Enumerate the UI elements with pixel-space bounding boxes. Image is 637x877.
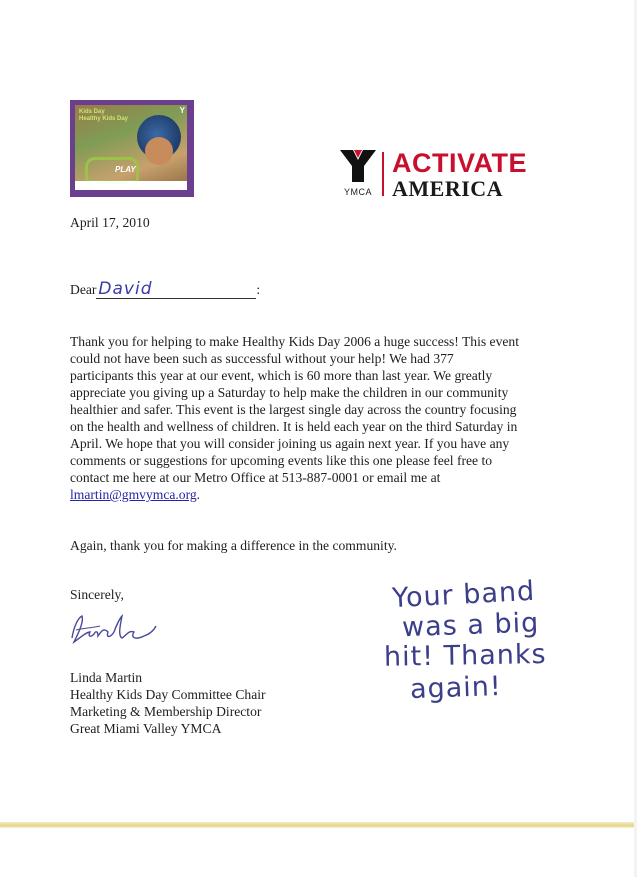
body-line: Thank you for helping to make Healthy Kids Day 2006 a huge success! This event [70, 334, 519, 349]
photo-bottom-band [75, 181, 187, 190]
closing: Sincerely, [70, 587, 124, 602]
signature-block [70, 669, 266, 737]
salutation-suffix: : [256, 282, 261, 297]
handwritten-line: hit! Thanks [383, 638, 547, 673]
body-line: April. We hope that you will consider joining us again next year. If you have any [70, 436, 510, 451]
body-line: appreciate you giving up a Saturday to help make the children in our community [70, 385, 509, 400]
healthy-kids-day-photo [70, 100, 194, 197]
body-line: contact me here at our Metro Office at 513-887-0001 or email me at [70, 470, 441, 485]
signer-title: Marketing & Membership Director [70, 704, 262, 719]
body-paragraph [70, 333, 568, 503]
signer-title: Healthy Kids Day Committee Chair [70, 687, 266, 702]
email-line [70, 486, 568, 503]
letter-date: April 17, 2010 [70, 215, 150, 230]
salutation-name: David [96, 280, 256, 299]
ymca-y-icon [340, 150, 376, 182]
signer-org: Great Miami Valley YMCA [70, 721, 222, 736]
ymca-mini-logo: Y [179, 106, 185, 115]
play-badge: PLAY [115, 165, 136, 174]
email-suffix: . [196, 487, 201, 502]
logo-divider [382, 152, 384, 196]
paper-bottom-edge [0, 822, 637, 828]
handwritten-line: was a big [401, 607, 540, 644]
activate-america-logo [338, 150, 528, 200]
handwritten-note [380, 575, 590, 706]
body-line: healthier and safer. This event is the largest single day across the country focusing [70, 402, 517, 417]
body-line: could not have been such as successful without your help! We had 377 [70, 351, 454, 366]
photo-title: Kids Day Healthy Kids Day [79, 109, 129, 122]
body-line: on the health and wellness of children. It is held each year on the third Saturday in [70, 419, 518, 434]
activate-wordmark: ACTIVATE [392, 148, 527, 178]
ymca-wordmark: YMCA [343, 187, 372, 197]
body-line: participants this year at our event, which is 60 more than last year. We greatly [70, 368, 493, 383]
salutation-prefix: Dear [70, 282, 97, 297]
america-wordmark: AMERICA [392, 176, 504, 201]
handwritten-line: again! [409, 670, 503, 706]
thanks-line: Again, thank you for making a difference in the community. [70, 538, 397, 553]
handwritten-line: Your band [391, 575, 536, 615]
email-link[interactable]: lmartin@gmvymca.org [70, 487, 197, 502]
body-line: comments or suggestions for upcoming events like this one please feel free to [70, 453, 493, 468]
salutation [70, 280, 260, 299]
child-face-graphic [145, 137, 173, 165]
signature [64, 608, 164, 648]
signer-name: Linda Martin [70, 670, 143, 685]
